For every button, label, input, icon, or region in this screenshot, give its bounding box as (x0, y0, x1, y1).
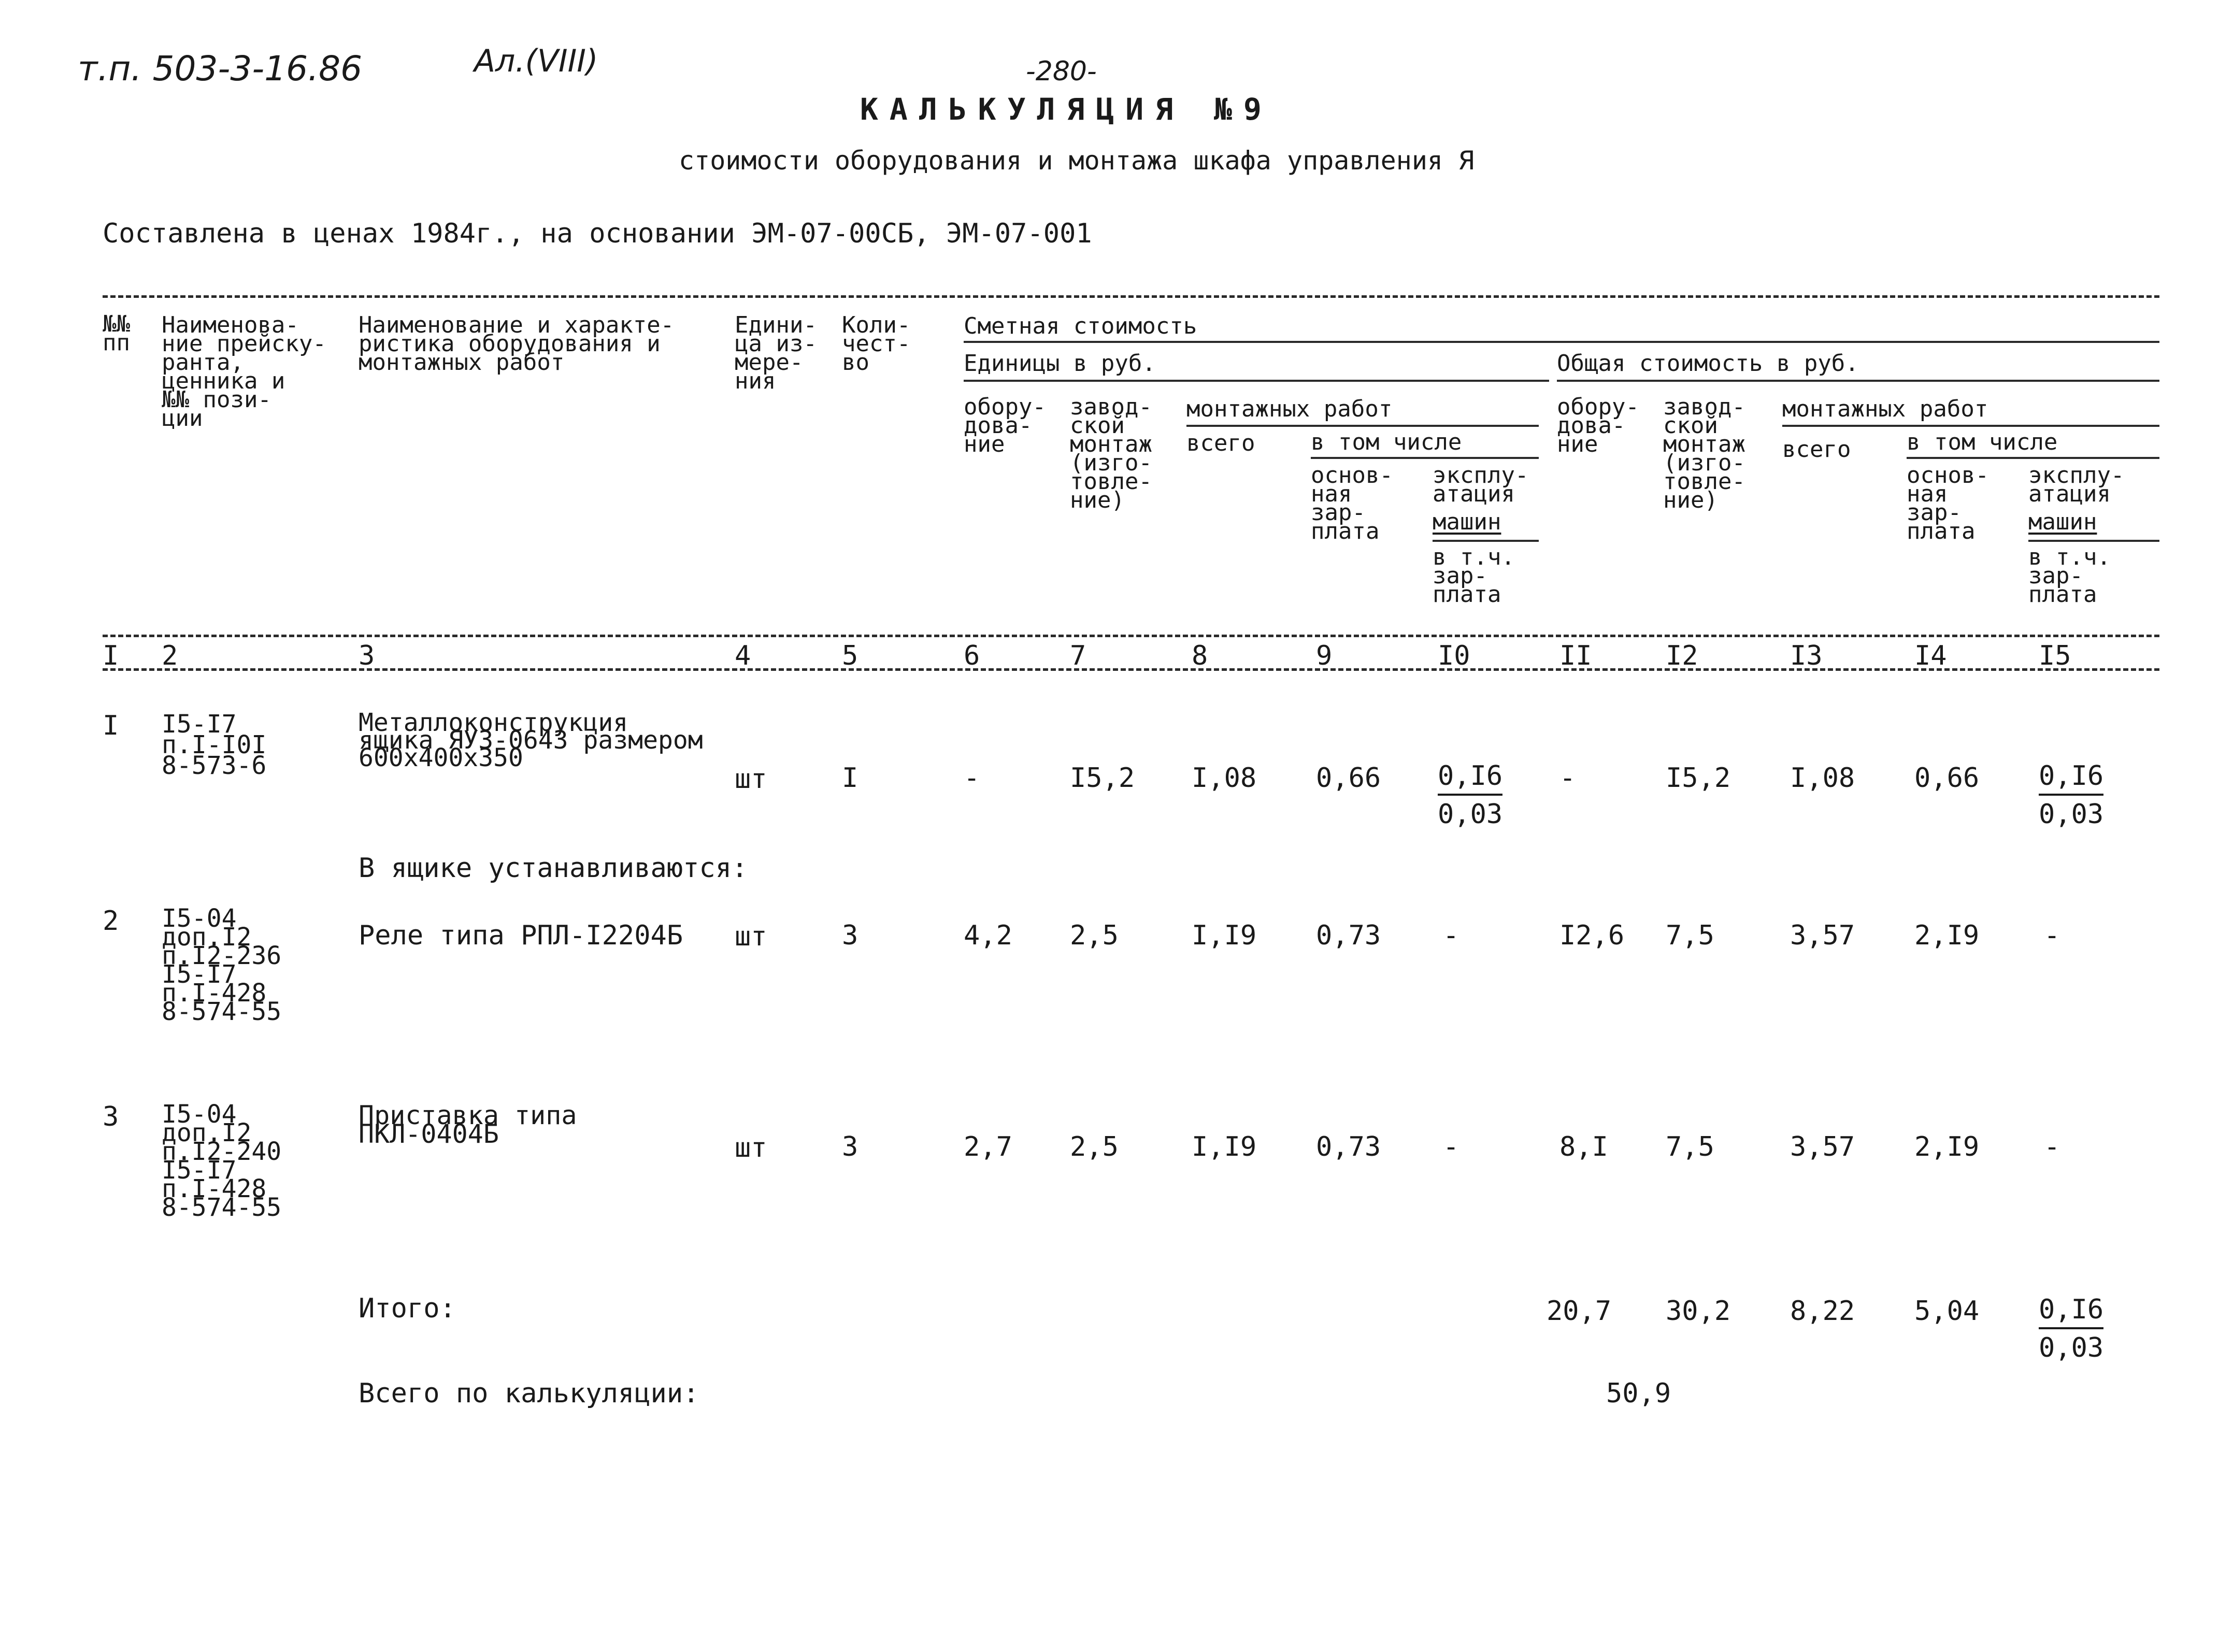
col-number-7: 7 (1070, 640, 1086, 671)
col-number-10: I0 (1438, 640, 1470, 671)
row1-unit-machines-wage: 0,03 (1438, 799, 1503, 830)
row1-description: Металлоконструкция ящика ЯУЗ-0643 размером 600х400х350 (359, 708, 703, 772)
row3-quantity: 3 (842, 1131, 858, 1162)
grand-total-value: 50,9 (1606, 1378, 1671, 1409)
header-unit-wage: основ- ная зар- плата (1311, 462, 1393, 544)
col-number-4: 4 (735, 640, 751, 671)
row2-quantity: 3 (842, 920, 858, 951)
header-description: Наименование и характе- ристика оборудования и монтажных работ (359, 312, 675, 376)
row1-unit-factory: I5,2 (1070, 763, 1135, 794)
header-total-wage: основ- ная зар- плата (1907, 462, 1989, 544)
totals-machines (2039, 1294, 2103, 1363)
unit-mount-rule (1186, 425, 1539, 427)
row3-unit: шт (735, 1132, 767, 1163)
column-numbers-rule (103, 668, 2159, 671)
row1-unit: шт (735, 764, 767, 795)
row1-number: I (103, 710, 119, 741)
row1-total-machines (2039, 760, 2103, 830)
row1-code: I5-I7 п.I-I0I 8-573-6 (162, 710, 267, 780)
basis-line: Составлена в ценах 1984г., на основании ЭМ-07-00СБ, ЭМ-07-001 (103, 218, 1092, 249)
total-incl-rule (1907, 457, 2159, 459)
row1-unit-equipment: - (964, 763, 980, 794)
row3-unit-factory: 2,5 (1070, 1131, 1119, 1162)
row2-unit-machines: - (1443, 920, 1459, 951)
header-total-incl: в том числе (1907, 429, 2058, 455)
row2-total-machines: - (2044, 920, 2060, 951)
col-number-1: I (103, 640, 119, 671)
installed-note: В ящике устанавливаются: (359, 853, 748, 884)
header-total-machines-wage: в т.ч. зар- плата (2028, 544, 2111, 608)
header-unit-machines-wage: в т.ч. зар- плата (1433, 544, 1515, 608)
row1-unit-wage: 0,66 (1316, 763, 1381, 794)
row3-unit-mount-total: I,I9 (1192, 1131, 1257, 1162)
col-number-2: 2 (162, 640, 178, 671)
header-unit-incl: в том числе (1311, 429, 1462, 455)
row3-total-equipment: 8,I (1559, 1131, 1608, 1162)
page-title: КАЛЬКУЛЯЦИЯ №9 (860, 92, 1273, 127)
header-unit-equipment: обору- дова- ние (964, 394, 1046, 457)
row2-unit-wage: 0,73 (1316, 920, 1381, 951)
header-unit-machines: эксплу- атация (1433, 462, 1529, 507)
header-unit: Едини- ца из- мере- ния (735, 312, 817, 394)
row3-description: Приставка типа ПКЛ-0404Б (359, 1100, 577, 1149)
header-estimated-cost: Сметная стоимость (964, 313, 1197, 339)
grand-total-label: Всего по калькуляции: (359, 1378, 699, 1409)
row2-unit-factory: 2,5 (1070, 920, 1119, 951)
row2-number: 2 (103, 906, 119, 937)
row2-unit-mount-total: I,I9 (1192, 920, 1257, 951)
header-quantity: Коли- чест- во (842, 312, 911, 376)
row1-total-machines-wage: 0,03 (2039, 799, 2104, 830)
row3-unit-machines: - (1443, 1131, 1459, 1162)
unit-machines-rule (1433, 540, 1539, 542)
header-total-equipment: обору- дова- ние (1557, 394, 1639, 457)
row2-description: Реле типа РПЛ-I2204Б (359, 920, 683, 951)
header-bottom-rule (103, 635, 2159, 637)
smeta-rule (964, 341, 2159, 343)
unit-group-rule (964, 380, 1549, 382)
row3-unit-equipment: 2,7 (964, 1131, 1012, 1162)
header-total-factory: завод- ской монтаж (изго- товле- ние) (1663, 394, 1745, 513)
row1-total-equipment: - (1559, 763, 1576, 794)
row3-total-wage: 2,I9 (1914, 1131, 1980, 1162)
album-number: Ал.(VIII) (474, 43, 598, 79)
row2-unit: шт (735, 921, 767, 952)
header-price-list: Наименова- ние прейску- ранта, ценника и №№ пози- ции (162, 312, 326, 432)
row2-code: I5-04 доп.I2 п.I2-236 I5-I7 п.I-428 8-574-55 (162, 904, 282, 1026)
col-number-5: 5 (842, 640, 858, 671)
document-code: т.п. 503-3-16.86 (78, 49, 363, 89)
row3-total-mount-total: 3,57 (1790, 1131, 1855, 1162)
row1-total-factory: I5,2 (1666, 763, 1731, 794)
row3-unit-wage: 0,73 (1316, 1131, 1381, 1162)
header-unit-machines-label: машин (1433, 509, 1501, 535)
row1-quantity: I (842, 763, 858, 794)
page-subtitle: стоимости оборудования и монтажа шкафа управления Я (679, 146, 1475, 176)
header-total-machines: эксплу- атация (2028, 462, 2125, 507)
header-unit-total: всего (1186, 430, 1255, 456)
row2-total-mount-total: 3,57 (1790, 920, 1855, 951)
col-number-11: II (1559, 640, 1592, 671)
totals-factory: 30,2 (1666, 1296, 1731, 1327)
col-number-9: 9 (1316, 640, 1333, 671)
col-number-6: 6 (964, 640, 980, 671)
row3-code: I5-04 доп.I2 п.I2-240 I5-I7 п.I-428 8-574-55 (162, 1100, 282, 1222)
row1-total-mount-total: I,08 (1790, 763, 1855, 794)
row2-unit-equipment: 4,2 (964, 920, 1012, 951)
row3-total-factory: 7,5 (1666, 1131, 1714, 1162)
unit-incl-rule (1311, 457, 1539, 459)
header-unit-factory: завод- ской монтаж (изго- товле- ние) (1070, 394, 1152, 513)
col-number-3: 3 (359, 640, 375, 671)
row2-total-equipment: I2,6 (1559, 920, 1625, 951)
row1-unit-machines-value: 0,I6 (1438, 760, 1502, 796)
row2-total-wage: 2,I9 (1914, 920, 1980, 951)
totals-wage: 5,04 (1914, 1296, 1980, 1327)
row3-number: 3 (103, 1101, 119, 1132)
row1-total-wage: 0,66 (1914, 763, 1980, 794)
total-mount-rule (1782, 425, 2159, 427)
totals-machines-value: 0,I6 (2039, 1294, 2103, 1329)
col-number-8: 8 (1192, 640, 1208, 671)
header-total-total: всего (1782, 436, 1851, 463)
totals-mount-total: 8,22 (1790, 1296, 1855, 1327)
page-number: -280- (1026, 56, 1097, 87)
table-top-rule (103, 295, 2159, 298)
totals-machines-wage: 0,03 (2039, 1332, 2104, 1363)
total-machines-rule (2028, 540, 2159, 542)
col-number-14: I4 (1914, 640, 1947, 671)
totals-equipment: 20,7 (1547, 1296, 1612, 1327)
header-total-machines-label: машин (2028, 509, 2097, 535)
header-total-mount: монтажных работ (1782, 396, 1988, 422)
row2-total-factory: 7,5 (1666, 920, 1714, 951)
header-unit-prices: Единицы в руб. (964, 350, 1156, 377)
header-unit-mount: монтажных работ (1186, 396, 1393, 422)
row1-total-machines-value: 0,I6 (2039, 760, 2103, 796)
totals-label: Итого: (359, 1293, 456, 1324)
col-number-15: I5 (2039, 640, 2071, 671)
total-group-rule (1557, 380, 2159, 382)
row1-unit-machines (1438, 760, 1502, 830)
header-col-number: №№ пп (103, 311, 130, 356)
col-number-12: I2 (1666, 640, 1698, 671)
header-total-cost: Общая стоимость в руб. (1557, 350, 1859, 377)
row1-unit-mount-total: I,08 (1192, 763, 1257, 794)
row3-total-machines: - (2044, 1131, 2060, 1162)
col-number-13: I3 (1790, 640, 1823, 671)
